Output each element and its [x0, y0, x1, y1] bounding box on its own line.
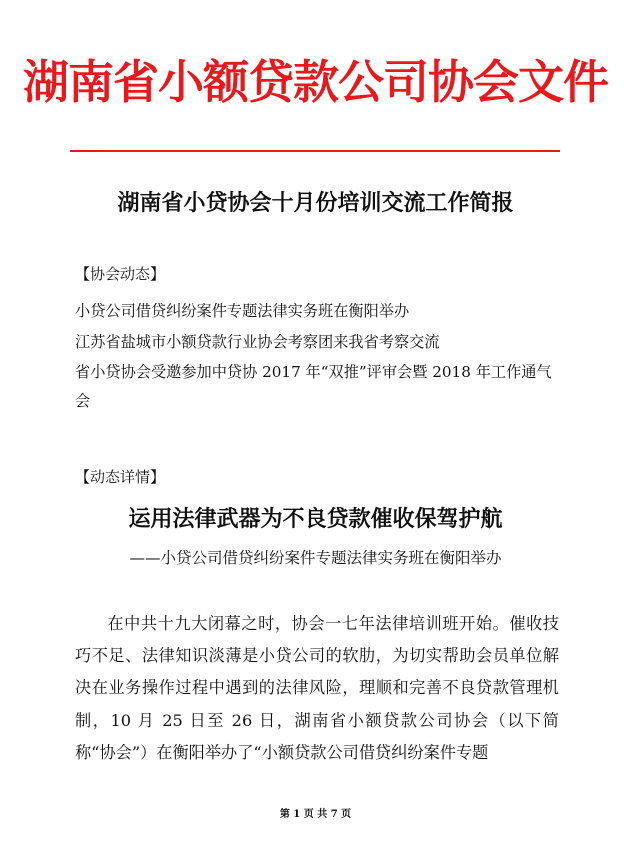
news-item: 江苏省盐城市小额贷款行业协会考察团来我省考察交流: [75, 333, 440, 351]
news-list: [75, 296, 565, 416]
detail-section-heading: 【动态详情】: [75, 468, 166, 486]
news-section-heading: 【协会动态】: [75, 265, 166, 283]
document-title: 湖南省小贷协会十月份培训交流工作简报: [117, 190, 514, 216]
news-item: 小贷公司借贷纠纷案件专题法律实务班在衡阳举办: [75, 302, 410, 320]
article-paragraph: 在中共十九大闭幕之时，协会一七年法律培训班开始。催收技巧不足、法律知识淡薄是小贷公司的软肋，为切实帮助会员单位解决在业务操作过程中遇到的法律风险，理顺和完善不良贷款管理机制，10 月 25 日至 26 日，湖南省小额贷款公司协会（以下简称“协会”）在衡阳举办了“小额贷款公司借贷纠纷案件专题: [75, 614, 559, 762]
masthead-divider: [70, 150, 560, 152]
page-number: 第 1 页 共 7 页: [279, 809, 352, 820]
news-item: 省小贷协会受邀参加中贷协 2017 年“双推”评审会暨 2018 年工作通气会: [75, 363, 552, 410]
masthead-title: 湖南省小额贷款公司协会文件: [23, 55, 608, 109]
article-title: 运用法律武器为不良贷款催收保驾护航: [128, 506, 503, 532]
article-subtitle: ——小贷公司借贷纠纷案件专题法律实务班在衡阳举办: [129, 549, 502, 567]
